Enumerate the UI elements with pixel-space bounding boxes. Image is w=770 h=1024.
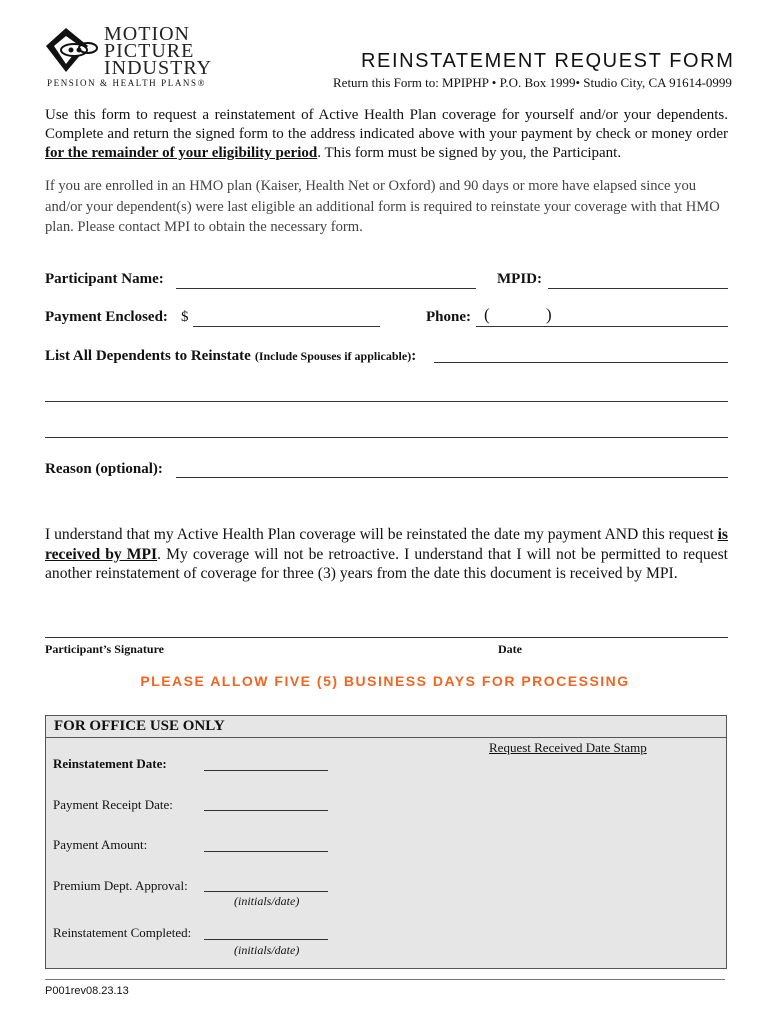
processing-notice: PLEASE ALLOW FIVE (5) BUSINESS DAYS FOR PROCESSING	[140, 673, 630, 689]
reinstatement-completed-field[interactable]	[204, 939, 328, 940]
logo-wordmark	[104, 23, 213, 79]
mpid-label: MPID:	[497, 271, 542, 287]
dollar-sign: $	[181, 309, 189, 325]
dependents-field-1[interactable]	[434, 362, 728, 363]
logo-subtitle: PENSION & HEALTH PLANS®	[47, 78, 207, 88]
company-logo-icon	[44, 26, 104, 76]
dependents-field-2[interactable]	[45, 401, 728, 402]
reinstatement-date-field[interactable]	[204, 770, 328, 771]
intro-text-end: . This form must be signed by you, the Participant.	[317, 144, 622, 161]
form-code: P001rev08.23.13	[45, 985, 129, 997]
logo-line-3: INDUSTRY	[104, 57, 213, 79]
return-address: Return this Form to: MPIPHP • P.O. Box 1999• Studio City, CA 91614-0999	[333, 75, 732, 90]
dependents-label	[45, 347, 416, 365]
signature-field[interactable]	[45, 637, 728, 638]
dependents-label-note: (Include Spouses if applicable)	[254, 349, 412, 363]
premium-approval-hint: (initials/date)	[234, 894, 300, 908]
signature-label: Participant’s Signature	[45, 642, 164, 656]
footer-divider	[45, 979, 725, 980]
logo-line-1: MOTION	[104, 23, 190, 45]
participant-name-label: Participant Name:	[45, 271, 164, 287]
premium-approval-field[interactable]	[204, 891, 328, 892]
intro-text: Use this form to request a reinstatement of Active Health Plan coverage for yourself and/or your dependents. Complete and return the signed form to the address indicated above with your payment by check or money order	[45, 107, 728, 142]
form-title: REINSTATEMENT REQUEST FORM	[361, 50, 735, 72]
dependents-label-colon: :	[411, 348, 417, 364]
office-title: FOR OFFICE USE ONLY	[54, 718, 225, 734]
intro-paragraph	[45, 106, 728, 162]
payment-field[interactable]	[193, 326, 380, 327]
payment-receipt-date-label: Payment Receipt Date:	[53, 797, 173, 812]
participant-name-field[interactable]	[176, 288, 476, 289]
dependents-label-main: List All Dependents to Reinstate	[45, 348, 251, 364]
reinstatement-date-label: Reinstatement Date:	[53, 756, 167, 771]
reason-field[interactable]	[176, 477, 728, 478]
ack-emphasis: is received by MPI	[45, 526, 728, 563]
intro-emphasis: for the remainder of your eligibility period	[45, 144, 318, 161]
phone-paren-open: (	[484, 305, 490, 324]
reinstatement-completed-label: Reinstatement Completed:	[53, 925, 192, 940]
reinstatement-completed-hint: (initials/date)	[234, 943, 300, 957]
date-stamp-label: Request Received Date Stamp	[489, 740, 647, 755]
payment-receipt-date-field[interactable]	[204, 810, 328, 811]
payment-label: Payment Enclosed:	[45, 309, 168, 325]
dependents-field-3[interactable]	[45, 437, 728, 438]
payment-amount-field[interactable]	[204, 851, 328, 852]
mpid-field[interactable]	[548, 288, 728, 289]
office-use-box	[45, 715, 727, 969]
phone-field[interactable]	[476, 326, 728, 327]
office-header	[46, 716, 726, 738]
acknowledgement-paragraph	[45, 525, 728, 584]
hmo-note: If you are enrolled in an HMO plan (Kaiser, Health Net or Oxford) and 90 days or more have elapsed since you and/or your dependent(s) were last eligible an additional form is required to reinstate your coverage with that HMO plan. Please contact MPI to obtain the necessary form.	[45, 178, 720, 235]
ack-text: I understand that my Active Health Plan coverage will be reinstated the date my payment AND this request	[45, 526, 718, 543]
phone-paren-close: )	[546, 305, 552, 324]
reason-label: Reason (optional):	[45, 461, 163, 477]
premium-approval-label: Premium Dept. Approval:	[53, 878, 188, 893]
payment-amount-label: Payment Amount:	[53, 837, 148, 852]
ack-text-end: . My coverage will not be retroactive. I understand that I will not be permitted to request another reinstatement of coverage for three (3) years from the date this document is received by MPI.	[45, 545, 728, 582]
date-label: Date	[498, 642, 522, 656]
logo-line-2: PICTURE	[104, 40, 195, 62]
phone-label: Phone:	[426, 309, 471, 325]
